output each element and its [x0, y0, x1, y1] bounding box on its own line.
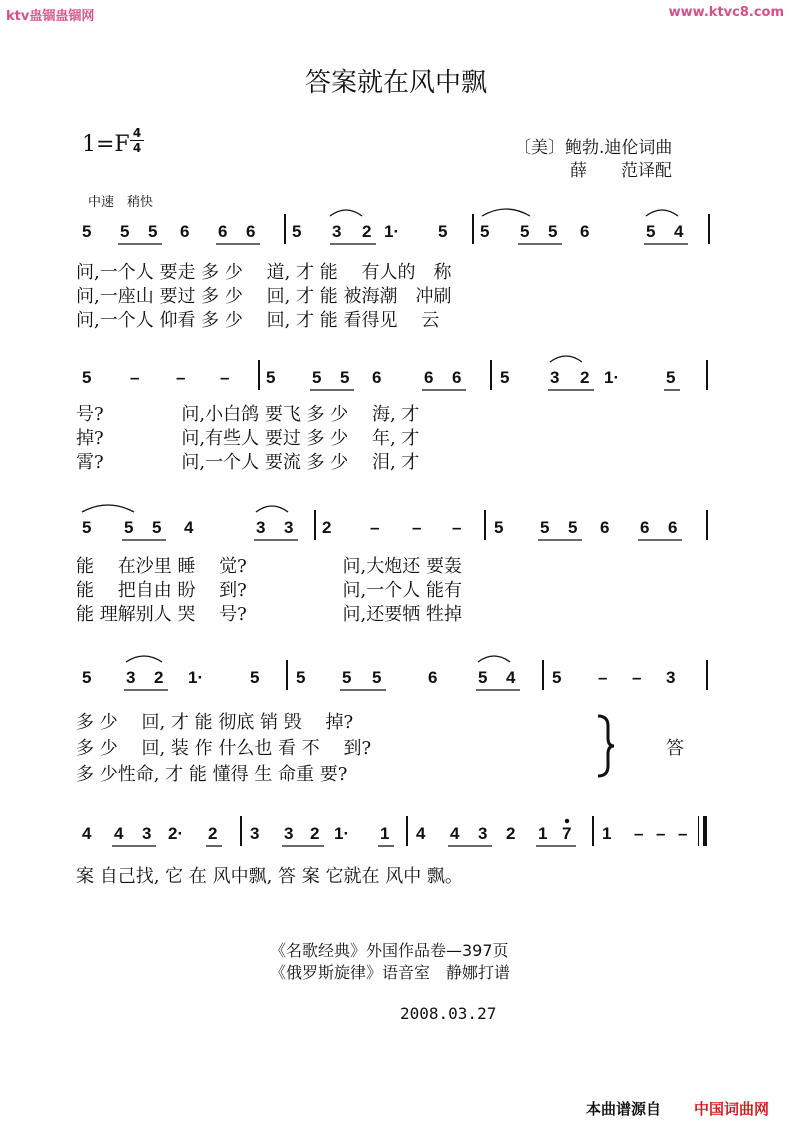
note: 5 — [250, 668, 260, 687]
note: 5 — [478, 668, 488, 687]
note: 7 — [562, 824, 572, 843]
note: 2 — [208, 824, 218, 843]
note: 1· — [188, 668, 204, 687]
note: 2 — [362, 222, 372, 241]
note: 1· — [334, 824, 350, 843]
note: 5 — [148, 222, 158, 241]
song-title: 答案就在风中飘 — [304, 68, 487, 98]
note: 4 — [416, 824, 426, 843]
note: 5 — [342, 668, 352, 687]
lyric-line: 多 少性命, 才 能 懂得 生 命重 要? — [76, 764, 348, 785]
note: 5 — [540, 518, 550, 537]
lyric-line: 多 少 回, 装 作 什么也 看 不 到? — [76, 738, 372, 759]
note: 6 — [600, 518, 610, 537]
lyric-line: 多 少 回, 才 能 彻底 销 毁 掉? — [76, 712, 354, 733]
note: 5 — [548, 222, 558, 241]
note: 5 — [494, 518, 504, 537]
note: 5 — [82, 668, 92, 687]
note: 6 — [580, 222, 590, 241]
source-site[interactable]: 中国词曲网 — [694, 1100, 770, 1118]
note: 3 — [666, 668, 676, 687]
note: 1 — [380, 824, 390, 843]
note: 2 — [580, 368, 590, 387]
date: 2008.03.27 — [400, 1004, 497, 1023]
note: 3 — [126, 668, 136, 687]
note: – — [220, 368, 230, 387]
note: 4 — [450, 824, 460, 843]
note: 6 — [372, 368, 382, 387]
note: 4 — [674, 222, 684, 241]
note: 6 — [452, 368, 462, 387]
note: 3 — [250, 824, 260, 843]
note: 5 — [372, 668, 382, 687]
note: 3 — [550, 368, 560, 387]
lyric-line: 能 理解别人 哭 号? 问,还要牺 牲掉 — [76, 604, 462, 625]
note: 6 — [246, 222, 256, 241]
note: 1· — [604, 368, 620, 387]
note: 2 — [506, 824, 516, 843]
note: 6 — [668, 518, 678, 537]
note: 5 — [340, 368, 350, 387]
note: 4 — [506, 668, 516, 687]
note: 5 — [552, 668, 562, 687]
source-label: 本曲谱源自 — [586, 1100, 662, 1118]
note: 5 — [500, 368, 510, 387]
note: 5 — [292, 222, 302, 241]
note: 5 — [82, 368, 92, 387]
source-book: 《名歌经典》外国作品卷—397页 — [270, 941, 509, 960]
lyric-line: 问,一个人 要走 多 少 道, 才 能 有人的 称 — [76, 262, 452, 283]
note: 5 — [568, 518, 578, 537]
note: 3 — [284, 518, 294, 537]
note: 5 — [312, 368, 322, 387]
note: 5 — [666, 368, 676, 387]
note: 5 — [82, 518, 92, 537]
note: – — [176, 368, 186, 387]
note: – — [634, 824, 644, 843]
note: 6 — [640, 518, 650, 537]
note: – — [678, 824, 688, 843]
lyric-line: 号? 问,小白鸽 要飞 多 少 海, 才 — [76, 404, 420, 425]
note: 2 — [322, 518, 332, 537]
lyric-answer: 答 — [666, 738, 684, 759]
note: 5 — [646, 222, 656, 241]
note: 2 — [154, 668, 164, 687]
note: 4 — [114, 824, 124, 843]
note: 1· — [384, 222, 400, 241]
note: – — [370, 518, 380, 537]
time-signature: 4 4 — [130, 126, 144, 155]
lyric-line: 能 在沙里 睡 觉? 问,大炮还 要轰 — [76, 556, 462, 577]
note: 5 — [438, 222, 448, 241]
note: 2· — [168, 824, 184, 843]
note: 5 — [120, 222, 130, 241]
watermark-left: ktv蛊锢蛊锢网 — [6, 9, 95, 24]
note: – — [598, 668, 608, 687]
note: 5 — [124, 518, 134, 537]
lyric-line: 案 自己找, 它 在 风中飘, 答 案 它就在 风中 飘。 — [76, 866, 463, 887]
credit-translator: 薛 范译配 — [570, 161, 672, 181]
note: 6 — [180, 222, 190, 241]
lyric-line: 霄? 问,一个人 要流 多 少 泪, 才 — [76, 452, 420, 473]
note: 4 — [82, 824, 92, 843]
note: – — [412, 518, 422, 537]
lyric-line: 问,一个人 仰看 多 少 回, 才 能 看得见 云 — [76, 310, 440, 331]
note: – — [452, 518, 462, 537]
note: – — [632, 668, 642, 687]
note: 2 — [310, 824, 320, 843]
note: 5 — [480, 222, 490, 241]
transcriber: 《俄罗斯旋律》语音室 静娜打谱 — [270, 963, 511, 982]
note: 5 — [266, 368, 276, 387]
note: 5 — [520, 222, 530, 241]
credit-composer: 〔美〕鲍勃.迪伦词曲 — [514, 138, 673, 158]
note: 3 — [332, 222, 342, 241]
note: – — [130, 368, 140, 387]
key-signature: 1=F — [82, 132, 130, 157]
note: 1 — [538, 824, 548, 843]
note: 6 — [424, 368, 434, 387]
note: 1 — [602, 824, 612, 843]
lyric-line: 能 把自由 盼 到? 问,一个人 能有 — [76, 580, 462, 601]
tempo-marking: 中速 稍快 — [88, 195, 154, 210]
note: 6 — [218, 222, 228, 241]
note: 6 — [428, 668, 438, 687]
lyric-line: 掉? 问,有些人 要过 多 少 年, 才 — [76, 428, 420, 449]
note: 3 — [142, 824, 152, 843]
note: 3 — [478, 824, 488, 843]
watermark-right: www.ktvc8.com — [668, 5, 784, 20]
lyric-line: 问,一座山 要过 多 少 回, 才 能 被海潮 冲刷 — [76, 286, 452, 307]
note: 5 — [296, 668, 306, 687]
note: 5 — [152, 518, 162, 537]
note: 3 — [284, 824, 294, 843]
note: 3 — [256, 518, 266, 537]
note: – — [656, 824, 666, 843]
note: 4 — [184, 518, 194, 537]
note: 5 — [82, 222, 92, 241]
